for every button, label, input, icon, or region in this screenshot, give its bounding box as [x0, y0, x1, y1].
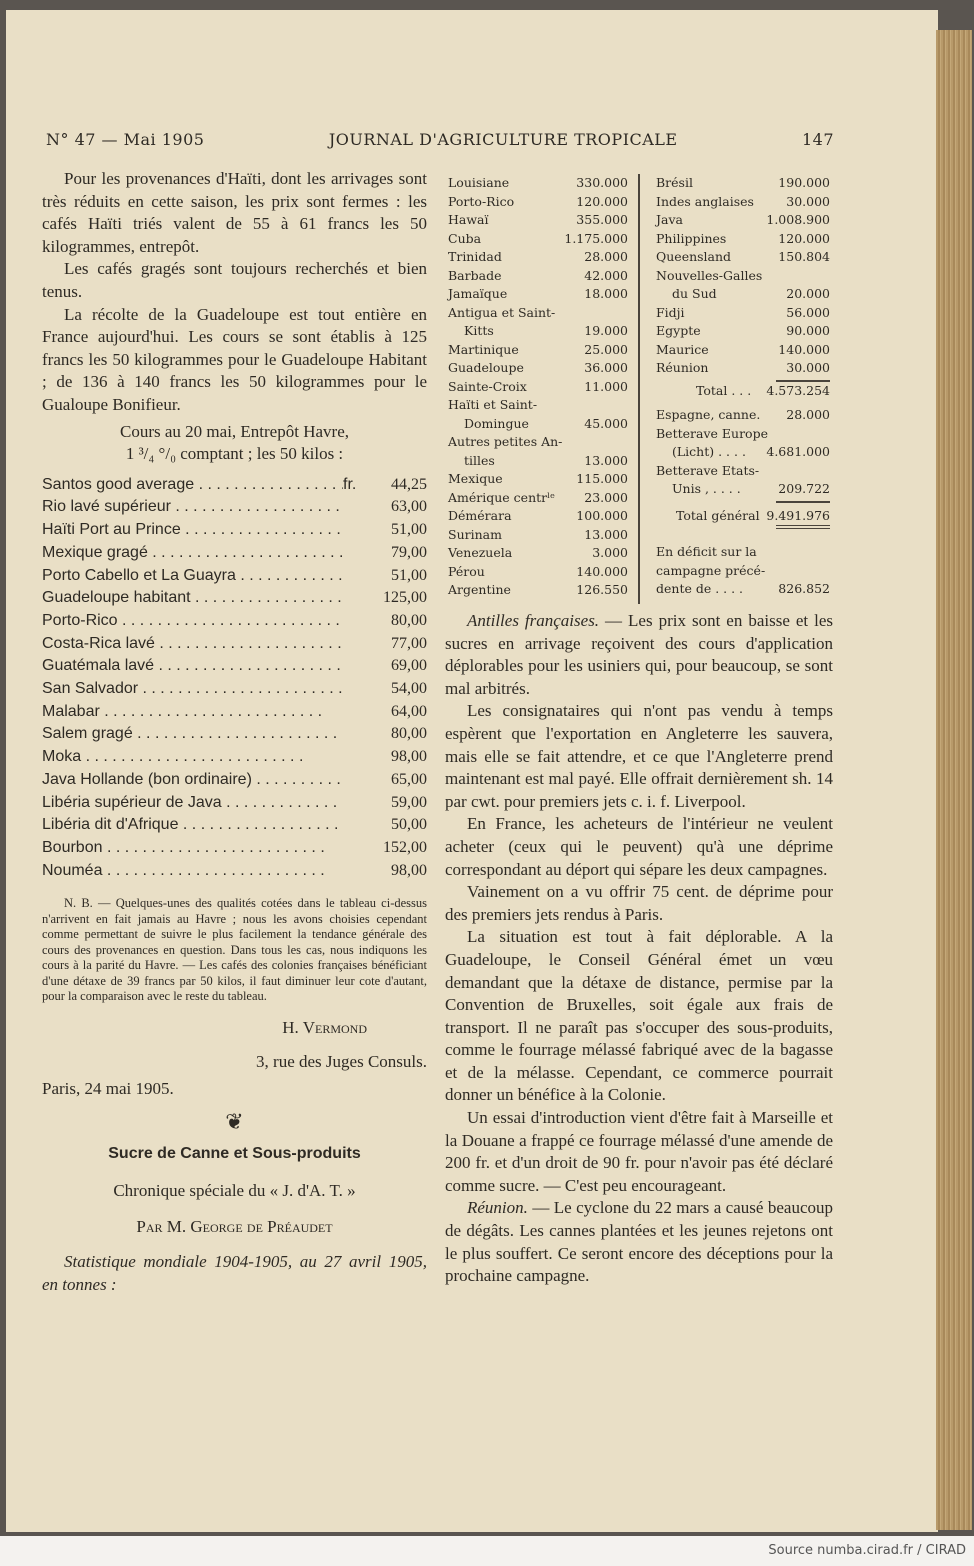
sugar-country: Martinique: [448, 341, 519, 357]
chronique: Chronique spéciale du « J. d'A. T. »: [113, 1180, 356, 1200]
sugar-table-right: [638, 174, 830, 604]
sugar-value: 30.000: [786, 193, 830, 209]
price-name: Costa-Rica lavé . . .: [42, 633, 343, 656]
sugar-value: 28.000: [584, 249, 628, 264]
sugar-row: [448, 544, 628, 563]
running-header: [46, 130, 834, 149]
sugar-value: 18.000: [584, 286, 628, 301]
sugar-row: [656, 359, 830, 378]
price-name: Guatémala lavé . . .: [42, 655, 343, 678]
sugar-value: 56.000: [786, 304, 830, 320]
sugar-country: Porto-Rico: [448, 193, 515, 209]
sugar-statistics-table: [448, 174, 834, 604]
price-row: [42, 565, 427, 588]
sugar-value: 42.000: [584, 267, 628, 283]
sugar-country: Haïti et Saint-: [448, 397, 538, 412]
sugar-row: [656, 304, 830, 323]
sugar-value: 90.000: [786, 323, 830, 338]
price-value: 44,25: [391, 475, 427, 493]
sugar-row: [448, 563, 628, 582]
sugar-row: [448, 322, 628, 341]
price-row: [42, 633, 427, 656]
sugar-country: Indes anglaises: [656, 193, 754, 209]
sugar-row: [656, 341, 830, 360]
price-row: [42, 655, 427, 678]
signature: H. Vermond: [282, 1017, 367, 1037]
sugar-country: Guadeloupe: [448, 360, 524, 375]
currency-label: [343, 723, 383, 746]
right-column: [445, 610, 833, 1288]
price-name: Rio lavé supérieur . . .: [42, 496, 343, 519]
sugar-grand-total-row: Total général 9.491.976: [676, 507, 830, 523]
price-name: Porto Cabello et La Guayra . . .: [42, 565, 343, 588]
sugar-value: 100.000: [576, 508, 628, 523]
sugar-value: 25.000: [584, 341, 628, 357]
price-name: Malabar . . .: [42, 701, 343, 724]
price-name: Libéria dit d'Afrique . . .: [42, 814, 343, 837]
sugar-row: [448, 193, 628, 212]
sugar-country: Surinam: [448, 526, 502, 542]
sugar-row: [448, 489, 628, 508]
sugar-country: Louisiane: [448, 175, 510, 190]
sugar-value: 209.722: [778, 481, 830, 496]
sugar-value: 45.000: [584, 415, 628, 431]
price-row: [42, 860, 427, 883]
sugar-country: Autres petites An-: [448, 434, 563, 449]
sugar-value: 3.000: [592, 545, 628, 560]
currency-label: [343, 610, 383, 633]
sugar-country: Betterave Europe: [656, 425, 768, 441]
sugar-row: [656, 193, 830, 212]
sugar-value: 150.804: [778, 249, 830, 264]
sugar-row: [656, 322, 830, 341]
sugar-value: 28.000: [786, 407, 830, 422]
sugar-table-left: [448, 174, 628, 604]
price-name: Guadeloupe habitant . . .: [42, 587, 343, 610]
price-row: [42, 496, 427, 519]
left-column: [42, 168, 427, 1296]
price-row: [42, 701, 427, 724]
sugar-value: 355.000: [576, 212, 628, 227]
currency-label: [343, 701, 383, 724]
currency-label: [343, 587, 383, 610]
sugar-country: Venezuela: [448, 545, 513, 560]
deficit-block: En déficit sur la campagne précé- dente de . . . . 826.852: [656, 544, 830, 596]
sugar-value: 11.000: [584, 378, 628, 394]
sugar-row: [656, 174, 830, 193]
sugar-country: Sainte-Croix: [448, 378, 527, 394]
sugar-country-cont: Domingue: [464, 415, 529, 431]
price-row: [42, 837, 427, 860]
paragraph: Un essai d'introduction vient d'être fait à Marseille et la Douane a frappé ce fourrage mélassé d'une amende de 200 fr. et d'un droit de 90 fr. pour n'avoir pas été déclaré comme sucre. — C'est peu encourageant.: [445, 1108, 833, 1195]
currency-label: [343, 769, 383, 792]
price-name: Haïti Port au Prince . . .: [42, 519, 343, 542]
sugar-row: [448, 581, 628, 600]
sugar-value: 1.175.000: [564, 230, 628, 246]
currency-label: [343, 837, 383, 860]
note: N. B. — Quelques-unes des qualités cotées dans le tableau ci-dessus n'arrivent en fait jamais au Havre ; nous les avons choisies cependant comme permettant de suivre le plus facilement la tendance générale des cours des provenances en question. Dans tous les cas, nous indiquons les cours à la parité du Havre. — Les cafés des colonies françaises bénéficiant d'une détaxe de 39 francs par 50 kilos, il faut diminuer leur cote d'autant, pour la comparaison avec le reste du tableau.: [42, 896, 427, 1004]
page-edges: [936, 30, 972, 1530]
sugar-country: Java: [656, 212, 683, 227]
sugar-row: [656, 443, 830, 462]
sugar-country: Barbade: [448, 267, 502, 283]
sugar-country: Amérique centrˡᵉ: [448, 489, 555, 505]
price-value: 59,00: [391, 793, 427, 811]
statistique-intro: Statistique mondiale 1904-1905, au 27 avril 1905, en tonnes :: [42, 1252, 427, 1294]
sugar-country: Cuba: [448, 230, 482, 246]
double-divider: [776, 525, 830, 529]
price-value: 98,00: [391, 861, 427, 879]
price-name: Santos good average . . .: [42, 474, 343, 497]
paragraph: Réunion. — Le cyclone du 22 mars a causé beaucoup de dégâts. Les cannes plantées et les jeunes rejetons ont le plus souffert. Ce seront encore des déceptions pour la prochaine campagne.: [445, 1198, 833, 1286]
sugar-row: [448, 174, 628, 193]
sugar-total-row: Total . . . 4.573.254: [696, 382, 830, 398]
price-value: 80,00: [391, 611, 427, 629]
price-value: 50,00: [391, 816, 427, 834]
paragraph: En France, les acheteurs de l'intérieur ne veulent acheter (ceux qui le peuvent) qu'à une déprime correspondant au déport qui sépare les deux campagnes.: [445, 814, 833, 879]
ornament-icon: ❦: [225, 1108, 244, 1134]
issue-number: N° 47 — Mai 1905: [46, 130, 205, 149]
sugar-row: [448, 415, 628, 434]
price-name: Nouméa . . .: [42, 860, 343, 883]
currency-label: [343, 814, 383, 837]
price-value: 65,00: [391, 770, 427, 788]
sugar-country: Fidji: [656, 304, 685, 320]
currency-label: [343, 860, 383, 883]
currency-label: [343, 519, 383, 542]
sugar-row: [656, 230, 830, 249]
sugar-value: 1.008.900: [766, 212, 830, 227]
author: Par M. George de Préaudet: [136, 1217, 333, 1237]
currency-label: [343, 565, 383, 588]
sugar-country-cont: Kitts: [464, 323, 494, 338]
paragraph: Vainement on a vu offrir 75 cent. de déprime pour des premiers jets rendus à Paris.: [445, 882, 833, 924]
price-name: Java Hollande (bon ordinaire) . . .: [42, 769, 343, 792]
sugar-value: 115.000: [576, 471, 628, 486]
paragraph: Les cafés gragés sont toujours recherchés et bien tenus.: [42, 259, 427, 301]
currency-label: [343, 542, 383, 565]
sugar-country-cont: tilles: [464, 452, 495, 468]
sugar-value: 140.000: [576, 563, 628, 579]
price-value: 77,00: [391, 634, 427, 652]
price-name: Mexique gragé . . .: [42, 542, 343, 565]
sugar-row: [448, 359, 628, 378]
sugar-country-cont: (Licht) . . . .: [672, 444, 746, 459]
sugar-country: Pérou: [448, 563, 485, 579]
sugar-row: [448, 341, 628, 360]
sugar-value: 140.000: [778, 341, 830, 357]
currency-label: [343, 496, 383, 519]
sugar-row: [448, 452, 628, 471]
sugar-country: Espagne, canne.: [656, 407, 761, 422]
price-row: [42, 746, 427, 769]
price-row: [42, 474, 427, 497]
sugar-value: 120.000: [576, 193, 628, 209]
sugar-value: 4.681.000: [766, 444, 830, 459]
sugar-row: [656, 480, 830, 499]
sugar-country-cont: du Sud: [672, 286, 717, 301]
sugar-row: [448, 230, 628, 249]
price-row: [42, 723, 427, 746]
sugar-row: [448, 285, 628, 304]
price-row: [42, 814, 427, 837]
page-number: 147: [801, 130, 834, 149]
cours-subtitle: 1 ³/₄ °/₀ comptant ; les 50 kilos :: [125, 444, 344, 464]
sugar-country-cont: Unis , . . . .: [672, 481, 741, 496]
currency-label: [343, 746, 383, 769]
sugar-country: Egypte: [656, 323, 701, 338]
price-value: 80,00: [391, 725, 427, 743]
divider: [776, 501, 830, 503]
sugar-value: 13.000: [584, 526, 628, 542]
price-value: 64,00: [391, 702, 427, 720]
currency-label: fr.: [343, 475, 357, 493]
price-row: [42, 542, 427, 565]
paragraph: La récolte de la Guadeloupe est tout entière en France aujourd'hui. Les cours se sont établis à 125 francs les 50 kilogrammes pour le Guadeloupe Habitant ; de 136 à 140 francs les 50 kilogrammes pour le Gualoupe Bonifieur.: [42, 304, 427, 414]
sugar-country: Jamaïque: [448, 286, 508, 301]
currency-label: [343, 792, 383, 815]
sugar-value: 120.000: [778, 230, 830, 246]
sugar-value: 19.000: [584, 323, 628, 338]
sugar-row: [448, 378, 628, 397]
sugar-row: [656, 248, 830, 267]
address: 3, rue des Juges Consuls.: [256, 1052, 427, 1072]
sugar-row: [656, 211, 830, 230]
sugar-value: 126.550: [576, 582, 628, 597]
sugar-row: [448, 211, 628, 230]
sugar-country: Mexique: [448, 471, 503, 486]
price-row: [42, 678, 427, 701]
sugar-country: Trinidad: [448, 249, 502, 264]
price-row: [42, 769, 427, 792]
sugar-value: 23.000: [584, 489, 628, 505]
sugar-country: Nouvelles-Galles: [656, 267, 763, 283]
price-name: Porto-Rico . . .: [42, 610, 343, 633]
price-value: 63,00: [391, 498, 427, 516]
sugar-country: Betterave Etats-: [656, 462, 760, 478]
price-value: 51,00: [391, 566, 427, 584]
price-value: 125,00: [383, 589, 427, 607]
currency-label: [343, 678, 383, 701]
price-row: [42, 792, 427, 815]
price-name: Salem gragé . . .: [42, 723, 343, 746]
sugar-row: [656, 406, 830, 425]
sugar-country: Philippines: [656, 230, 727, 246]
price-row: [42, 587, 427, 610]
paragraph: Antilles françaises. — Les prix sont en baisse et les sucres en arrivage reçoivent des cours d'application déplorables pour les usiniers qui, pour beaucoup, se sont mal arbitrés.: [445, 611, 833, 698]
sugar-row: [448, 526, 628, 545]
sugar-value: 20.000: [786, 286, 830, 301]
price-name: Moka . . .: [42, 746, 343, 769]
price-row: [42, 610, 427, 633]
price-value: 79,00: [391, 543, 427, 561]
currency-label: [343, 633, 383, 656]
price-name: Libéria supérieur de Java . . .: [42, 792, 343, 815]
price-row: [42, 519, 427, 542]
date: Paris, 24 mai 1905.: [42, 1079, 174, 1099]
sugar-country: Réunion: [656, 360, 709, 375]
sugar-country: Antigua et Saint-: [448, 304, 556, 320]
source-credit: Source numba.cirad.fr / CIRAD: [768, 1543, 966, 1558]
sugar-country: Queensland: [656, 249, 732, 264]
journal-title: JOURNAL D'AGRICULTURE TROPICALE: [328, 130, 678, 149]
price-value: 69,00: [391, 657, 427, 675]
sugar-value: 30.000: [786, 360, 830, 375]
paragraph: Pour les provenances d'Haïti, dont les arrivages sont très réduits en cette saison, les prix sont fermes : les cafés Haïti triés valent de 55 à 61 francs les 50 kilogrammes, entrepôt.: [42, 169, 427, 256]
cours-title: Cours au 20 mai, Entrepôt Havre,: [120, 421, 349, 441]
price-name: San Salvador . . .: [42, 678, 343, 701]
sugar-value: 190.000: [778, 175, 830, 190]
price-value: 51,00: [391, 521, 427, 539]
price-value: 98,00: [391, 748, 427, 766]
sugar-country: Démérara: [448, 508, 512, 523]
price-list: [42, 474, 427, 883]
sugar-row: [448, 267, 628, 286]
price-value: 54,00: [391, 680, 427, 698]
paragraph: Les consignataires qui n'ont pas vendu à temps espèrent que l'exportation en Angleterre les sauvera, mais elle se fait attendre, et ce que l'Angleterre prend maintenant est mal payé. Elle offrait dernièrement sh. 14 par cwt. pour premiers jets c. i. f. Liverpool.: [445, 701, 833, 811]
sugar-country: Brésil: [656, 175, 693, 190]
sugar-value: 13.000: [584, 452, 628, 468]
currency-label: [343, 655, 383, 678]
section-title: Sucre de Canne et Sous-produits: [108, 1145, 361, 1163]
sugar-row: [448, 470, 628, 489]
sugar-value: 330.000: [576, 175, 628, 190]
sugar-row: [656, 285, 830, 304]
sugar-row: [448, 507, 628, 526]
sugar-value: 36.000: [584, 360, 628, 375]
sugar-country: Argentine: [448, 582, 511, 597]
sugar-country: Hawaï: [448, 212, 489, 227]
sugar-country: Maurice: [656, 341, 709, 357]
price-name: Bourbon . . .: [42, 837, 343, 860]
paragraph: La situation est tout à fait déplorable. A la Guadeloupe, le Conseil Général émet un vœu demandant que la détaxe de distance, permise par la Convention de Bruxelles, soit égale aux frais de transport. Il ne paraît pas s'occuper des sous-produits, comme le fourrage mélassé fabriqué avec de la bagasse et de la mélasse. Cependant, ce commerce pourrait donner un bénéfice à la Colonie.: [445, 927, 833, 1105]
sugar-row: [448, 248, 628, 267]
price-value: 152,00: [383, 838, 427, 856]
